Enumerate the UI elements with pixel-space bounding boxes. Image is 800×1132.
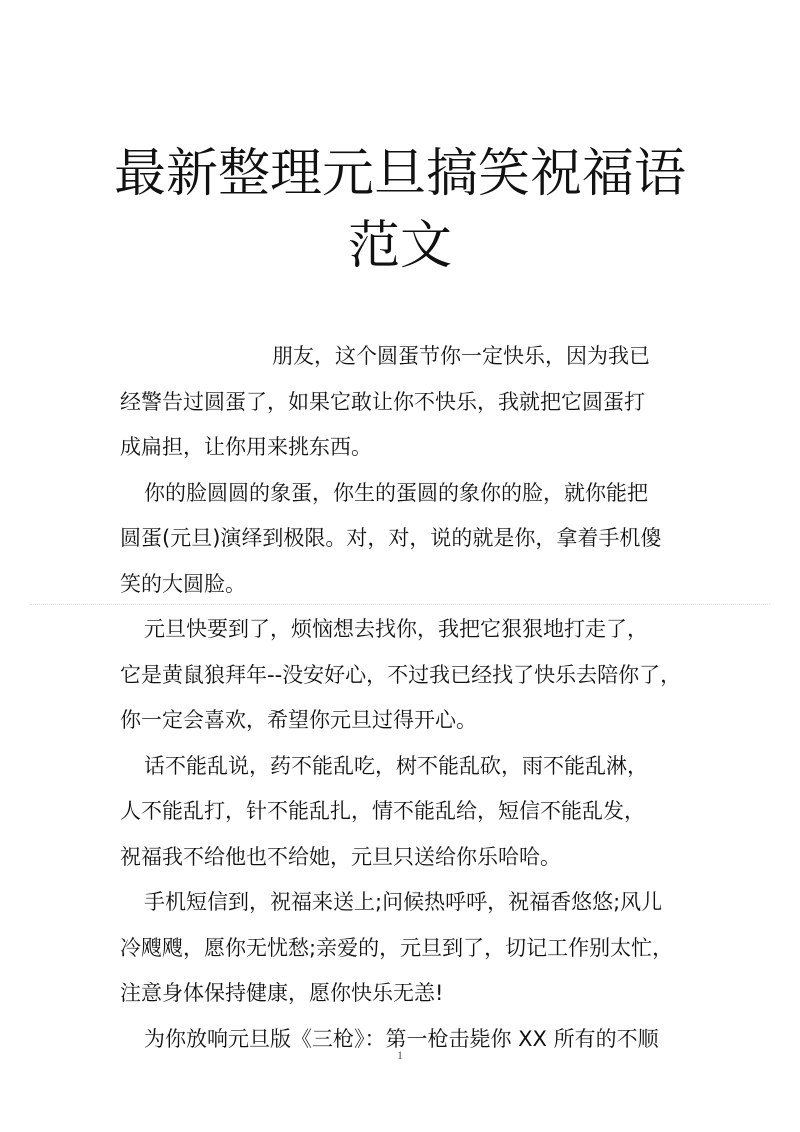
text-line: 笑的大圆脸。 <box>120 571 246 596</box>
text-line: 朋友，这个圆蛋节你一定快乐，因为我已 <box>272 344 650 368</box>
text-line: 祝福我不给他也不给她，元旦只送给你乐哈哈。 <box>120 844 561 869</box>
text-line: 你的脸圆圆的象蛋，你生的蛋圆的象你的脸，就你能把 <box>144 480 648 505</box>
text-line: 手机短信到，祝福来送上;问候热呼呼，祝福香悠悠;风儿 <box>144 890 663 914</box>
title-line-1: 最新整理元旦搞笑祝福语 <box>113 144 686 204</box>
page-number: 1 <box>397 1048 403 1062</box>
text-line: 你一定会喜欢，希望你元旦过得开心。 <box>120 708 477 732</box>
text-line: 圆蛋(元旦)演绎到极限。对，对，说的就是你，拿着手机傻 <box>120 526 662 550</box>
text-line: 为你放响元旦版《三枪》：第一枪击毙你 XX 所有的不顺 <box>144 1026 659 1051</box>
document-body <box>120 334 690 1062</box>
text-line: 人不能乱打，针不能乱扎，情不能乱给，短信不能乱发， <box>120 799 645 823</box>
text-line: 它是黄鼠狼拜年--没安好心，不过我已经找了快乐去陪你了， <box>120 662 682 687</box>
text-line: 经警告过圆蛋了，如果它敢让你不快乐，我就把它圆蛋打 <box>120 389 645 414</box>
text-line: 元旦快要到了，烦恼想去找你，我把它狠狠地打走了， <box>144 617 648 641</box>
text-line: 注意身体保持健康，愿你快乐无恙! <box>120 981 444 1005</box>
title-line-2: 范文 <box>347 216 452 276</box>
text-line: 话不能乱说，药不能乱吃，树不能乱砍，雨不能乱淋， <box>144 753 648 778</box>
document-title <box>0 138 800 282</box>
text-line: 成扁担，让你用来挑东西。 <box>120 435 372 459</box>
text-line: 冷飕飕，愿你无忧愁;亲爱的，元旦到了，切记工作别太忙， <box>120 935 674 960</box>
